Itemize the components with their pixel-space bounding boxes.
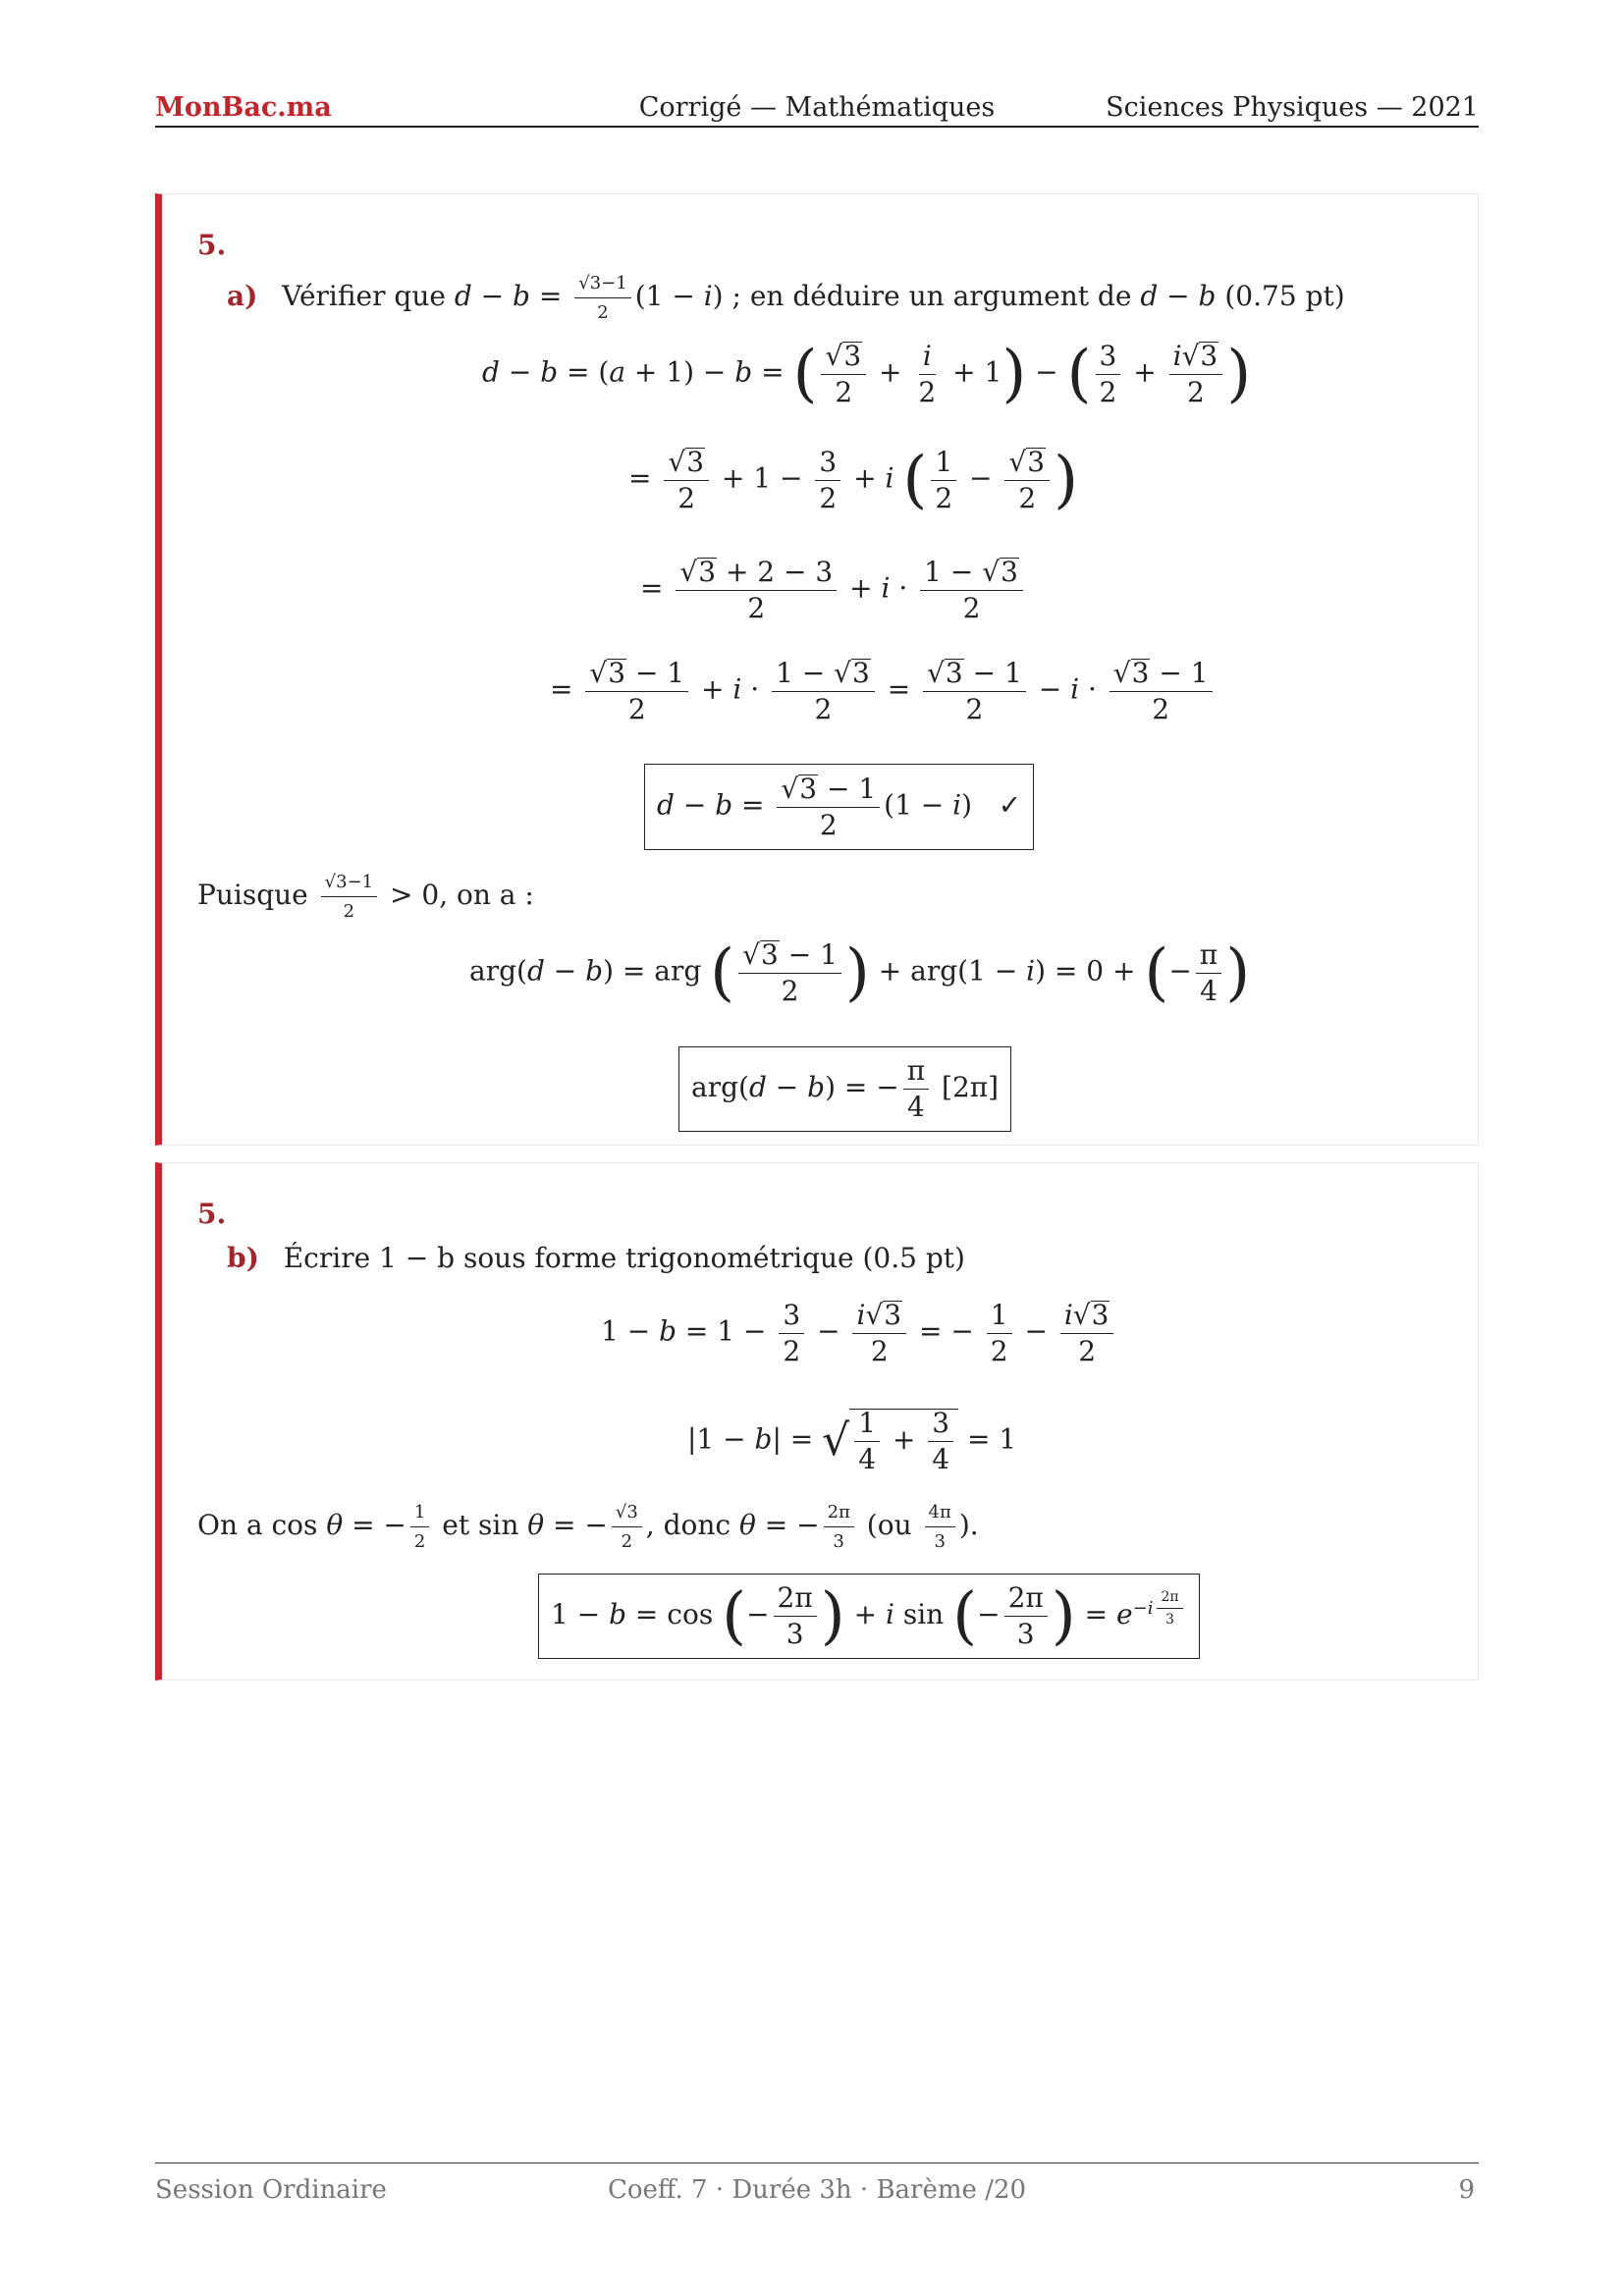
cos-sin-line: On a cos θ = − $\frac{1}{2}$ et sin θ = − $\frac{√3}{2}$ , donc θ = − $\frac{2\pi}{3}$ (ou $\frac{4\pi}{3}$ ).	[197, 1502, 979, 1552]
et-text: et	[442, 1509, 470, 1541]
footer-info: Coeff. 7 · Durée 3h · Barème /20	[607, 2175, 1027, 2205]
footer-session: Session Ordinaire	[155, 2175, 387, 2205]
page-header	[155, 90, 1479, 128]
equation-line-1: d − b = (a + 1) − b = ( $\frac{√3}{2}$ + $\frac{i}{2}$ + 1) − ( $\frac{3}{2}$ + $\frac{i√3}{2}$ )	[482, 338, 1252, 410]
task-prefix: Vérifier que	[282, 280, 446, 312]
equation-line-3: = $\frac{√3 + 2 - 3}{2}$ + i · $\frac{1 - √3}{2}$	[640, 558, 1027, 622]
equation-line-2: = $\frac{√3}{2}$ + 1 − $\frac{3}{2}$ + i ( $\frac{1}{2}$ − $\frac{√3}{2}$ )	[628, 444, 1079, 516]
since-suffix: > 0, on a :	[390, 879, 534, 911]
question-5a-statement: a) Vérifier que d − b = $\frac{√3-1}{2}$ (1 − i) ; en déduire un argument de d − b (0.75 pt)	[227, 273, 1345, 323]
equation-line-4: = $\frac{√3 - 1}{2}$ + i · $\frac{1 - √3}{2}$ = $\frac{√3 - 1}{2}$ − i · $\frac{√3 - 1}{2}$	[550, 659, 1217, 723]
equation-modulus: |1 − b| = √ $\frac{1}{4}$ + $\frac{3}{4}$ = 1	[687, 1407, 1017, 1475]
header-subject: Sciences Physiques — 2021	[1106, 92, 1479, 123]
task-suffix: ; en déduire un argument de	[731, 280, 1132, 312]
boxed-result-3: 1 − b = cos (− $\frac{2\pi}{3}$ ) + i sin (− $\frac{2\pi}{3}$ ) = $e^{-i \frac{2\pi}{3}}$	[538, 1574, 1200, 1659]
boxed-result-1: d − b = $\frac{√3 - 1}{2}$ (1 − i) ✓	[644, 764, 1034, 850]
sub-label: b)	[227, 1242, 259, 1274]
equation-1-minus-b: 1 − b = 1 − $\frac{3}{2}$ − $\frac{i√3}{2}$ = − $\frac{1}{2}$ − $\frac{i√3}{2}$	[601, 1301, 1117, 1365]
points: (0.75 pt)	[1224, 280, 1345, 312]
equation-arg: arg(d − b) = arg ( $\frac{√3 - 1}{2}$ ) + arg(1 − i) = 0 + (− $\frac{\pi}{4}$ )	[469, 936, 1251, 1009]
brand-logo[interactable]: MonBac.ma	[155, 92, 332, 123]
question-5b-box	[155, 1162, 1479, 1681]
donc-text: donc	[663, 1509, 731, 1541]
header-title: Corrigé — Mathématiques	[638, 92, 996, 123]
since-prefix: Puisque	[197, 879, 308, 911]
question-5a-box	[155, 193, 1479, 1146]
boxed-result-2: arg(d − b) = − $\frac{\pi}{4}$ [2π]	[678, 1046, 1011, 1132]
checkmark-icon: ✓	[998, 788, 1022, 822]
task-text: Écrire 1 − b sous forme trigonométrique (0.5 pt)	[283, 1242, 965, 1274]
since-line: Puisque $\frac{√3-1}{2}$ > 0, on a :	[197, 872, 534, 922]
page-number: 9	[1458, 2175, 1475, 2205]
on-a-text: On a	[197, 1509, 263, 1541]
question-number: 5.	[197, 1198, 227, 1230]
ou-text: (ou	[866, 1509, 912, 1541]
sub-label: a)	[227, 280, 258, 312]
question-5b-statement	[227, 1242, 965, 1274]
question-number: 5.	[197, 229, 227, 261]
